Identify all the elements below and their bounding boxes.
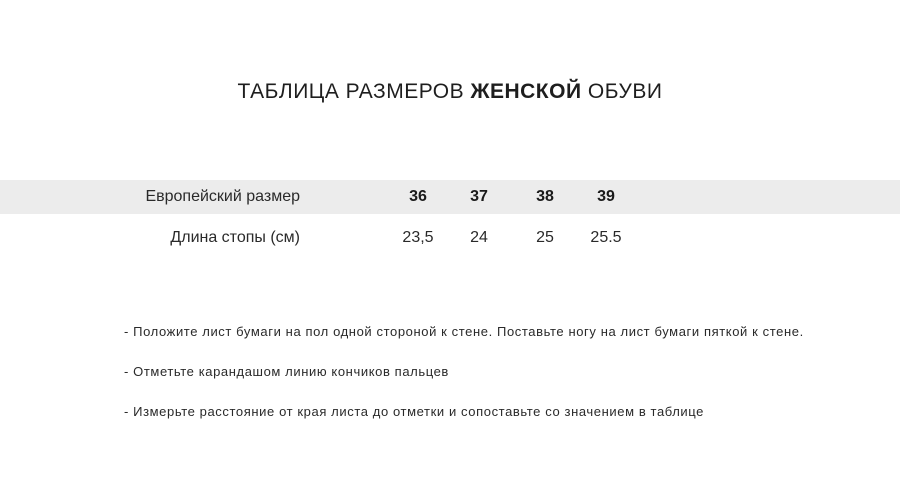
european-size-label: Европейский размер: [145, 188, 300, 205]
title-suffix: ОБУВИ: [581, 80, 663, 103]
foot-length-cell-38: 25: [536, 229, 554, 246]
size-cell-39: 39: [597, 188, 615, 205]
foot-length-cell-37: 24: [470, 229, 488, 246]
instruction-step-3: - Измерьте расстояние от края листа до отметки и сопоставьте со значением в таблице: [124, 404, 705, 419]
title-emphasis: ЖЕНСКОЙ: [470, 80, 582, 103]
foot-length-cell-36: 23,5: [402, 229, 434, 246]
page-title: [0, 80, 900, 104]
size-cell-36: 36: [409, 188, 427, 205]
foot-length-label: Длина стопы (см): [170, 229, 300, 246]
foot-length-row: [0, 221, 900, 255]
instruction-step-2: - Отметьте карандашом линию кончиков пальцев: [124, 364, 449, 379]
foot-length-cell-39: 25.5: [590, 229, 622, 246]
title-prefix: ТАБЛИЦА РАЗМЕРОВ: [237, 80, 471, 103]
size-table-header-row: [0, 180, 900, 214]
size-cell-37: 37: [470, 188, 488, 205]
instruction-step-1: - Положите лист бумаги на пол одной стороной к стене. Поставьте ногу на лист бумаги пяткой к стене.: [124, 324, 804, 339]
size-cell-38: 38: [536, 188, 554, 205]
